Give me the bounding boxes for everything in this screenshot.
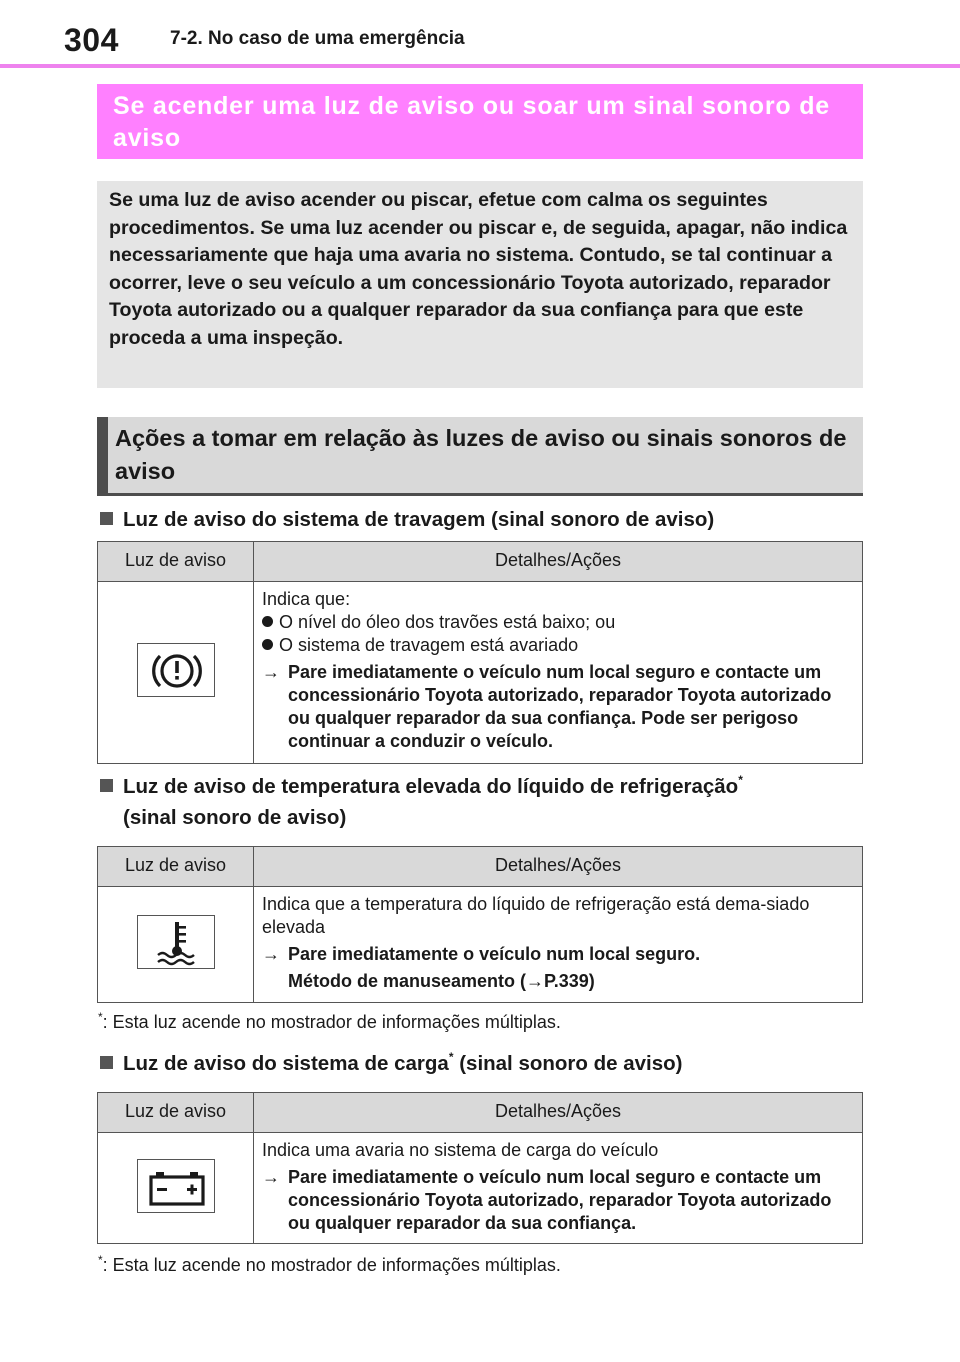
bullet-dot-icon [262,616,273,627]
chapter-banner: Se acender uma luz de aviso ou soar um sinal sonoro de aviso [97,84,863,159]
subsection-banner: Ações a tomar em relação às luzes de aviso ou sinais sonoros de aviso [97,417,863,496]
charging-heading: Luz de aviso do sistema de carga* (sinal sonoro de aviso) [100,1048,682,1079]
square-bullet-icon [100,1056,113,1069]
table-row: Indica uma avaria no sistema de carga do veículo → Pare imediatamente o veículo num local seguro e contacte um concessionário Toyota autorizado, reparador Toyota autorizado ou qualquer reparador da sua confiança. [98,1133,863,1244]
table-header-row [98,1093,863,1133]
square-bullet-icon [100,779,113,792]
section-title: 7-2. No caso de uma emergência [170,28,465,49]
page-header [0,0,960,68]
arrow-right-icon: → [262,1167,280,1187]
charging-footnote: *: Esta luz acende no mostrador de informações múltiplas. [98,1253,561,1275]
col-details: Detalhes/Ações [254,542,863,582]
intro-box: Se uma luz de aviso acender ou piscar, efetue com calma os seguintes procedimentos. Se uma luz acender ou piscar e, de seguida, apagar, não indica necessariamente que haja uma avaria no sistema. Contudo, se tal continuar a ocorrer, leve o seu veículo a um concessionário Toyota autorizado, reparador Toyota autorizado ou a qualquer reparador da sua confiança para que este proceda a uma inspeção. [97,181,863,388]
table-header-row [98,847,863,887]
brake-warning-icon [137,643,215,697]
coolant-heading: Luz de aviso de temperatura elevada do líquido de refrigeração* (sinal sonoro de aviso) [100,771,743,833]
coolant-table [97,846,863,1003]
square-bullet-icon [100,512,113,525]
col-details: Detalhes/Ações [254,1093,863,1133]
col-warning-light: Luz de aviso [98,542,254,582]
table-row: Indica que a temperatura do líquido de refrigeração está dema-siado elevada → Pare imediatamente o veículo num local seguro. Método de manuseamento (→P.339) [98,887,863,1003]
col-warning-light: Luz de aviso [98,847,254,887]
arrow-right-icon: → [262,944,280,964]
coolant-temperature-icon [137,915,215,969]
bullet-dot-icon [262,639,273,650]
coolant-footnote: *: Esta luz acende no mostrador de informações múltiplas. [98,1010,561,1032]
brake-table [97,541,863,764]
arrow-right-icon: → [526,971,545,991]
arrow-right-icon: → [262,662,280,682]
charging-table [97,1092,863,1244]
col-details: Detalhes/Ações [254,847,863,887]
page-number: 304 [64,22,119,58]
table-header-row [98,542,863,582]
table-row: Indica que: O nível do óleo dos travões está baixo; ou O sistema de travagem está avariado → Pare imediatamente o veículo num local seguro e contacte um concessionário Toyota autorizado, reparador Toyota autorizado ou qualquer reparador da sua confiança. Pode ser perigoso continuar a conduzir o veículo. [98,582,863,764]
col-warning-light: Luz de aviso [98,1093,254,1133]
brake-heading: Luz de aviso do sistema de travagem (sinal sonoro de aviso) [100,504,714,535]
battery-icon [137,1159,215,1213]
header-rule [0,64,960,68]
